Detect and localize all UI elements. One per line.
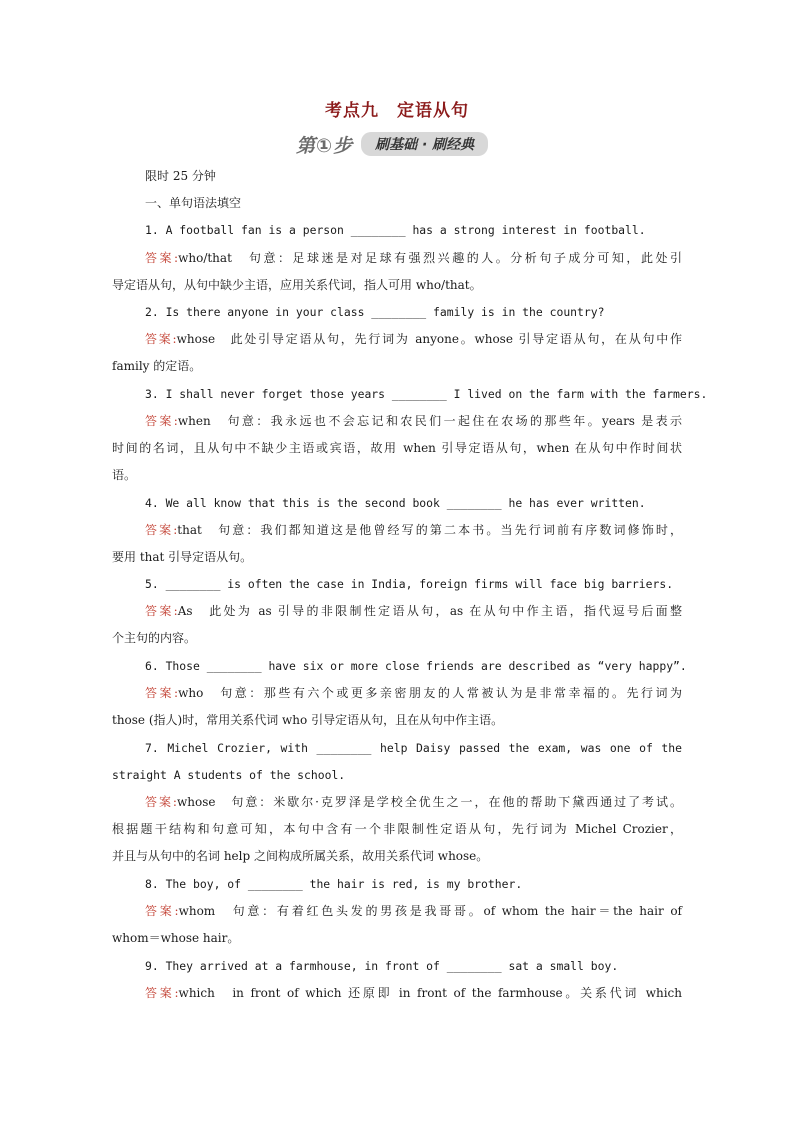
- line-text: when 句意：我永远也不会忘记和农民们一起住在农场的那些年。years 是表示: [177, 414, 683, 428]
- text-line: [112, 930, 682, 946]
- line-text: 3. I shall never forget those years ________ I lived on the farm with the farmers.: [145, 387, 708, 401]
- answer-label: 答案:: [145, 251, 179, 265]
- text-line: [145, 685, 682, 701]
- text-line: [145, 603, 682, 619]
- line-text: whose 此处引导定语从句，先行词为 anyone。whose 引导定语从句，在从句中作: [176, 332, 682, 346]
- text-line: [145, 576, 715, 592]
- line-text: whose 句意：米歇尔·克罗泽是学校全优生之一，在他的帮助下黛西通过了考试。: [176, 795, 682, 809]
- text-line: [112, 467, 682, 483]
- line-text: 7. Michel Crozier, with ________ help Daisy passed the exam, was one of the: [145, 741, 682, 755]
- answer-label: 答案:: [145, 686, 179, 700]
- line-text: As 此处为 as 引导的非限制性定语从句，as 在从句中作主语，指代逗号后面整: [177, 604, 682, 618]
- answer-label: 答案:: [145, 795, 177, 809]
- line-text: whom 句意：有着红色头发的男孩是我哥哥。of whom the hair＝the hair of: [178, 904, 682, 918]
- line-text: that 句意：我们都知道这是他曾经写的第二本书。当先行词前有序数词修饰时，: [177, 523, 683, 537]
- answer-label: 答案:: [145, 604, 178, 618]
- time-limit: 限时 25 分钟: [145, 169, 216, 183]
- text-line: [145, 222, 715, 238]
- step-label: 第①步: [296, 134, 354, 157]
- line-text: 8. The boy, of ________ the hair is red, is my brother.: [145, 877, 523, 891]
- line-text: 9. They arrived at a farmhouse, in front of ________ sat a small boy.: [145, 959, 619, 973]
- text-line: [145, 794, 682, 810]
- text-line: [145, 522, 682, 538]
- text-line: [112, 821, 682, 837]
- text-line: [112, 767, 682, 783]
- answer-label: 答案:: [145, 986, 179, 1000]
- line-text: 时间的名词，且从句中不缺少主语或宾语，故用 when 引导定语从句，when 在从句中作时间状: [112, 441, 682, 455]
- text-line: [112, 277, 682, 293]
- line-text: who 句意：那些有六个或更多亲密朋友的人常被认为是非常幸福的。先行词为: [178, 686, 682, 700]
- step-banner: [296, 130, 488, 158]
- text-line: [145, 250, 682, 266]
- line-text: 个主句的内容。: [112, 631, 197, 645]
- text-line: [145, 658, 715, 674]
- text-line: [145, 495, 715, 511]
- page-title: 考点九 定语从句: [325, 101, 469, 121]
- section-heading: 一、单句语法填空: [145, 196, 242, 210]
- line-text: family 的定语。: [112, 359, 202, 373]
- line-text: 4. We all know that this is the second book ________ he has ever written.: [145, 496, 646, 510]
- line-text: 根据题干结构和句意可知，本句中含有一个非限制性定语从句，先行词为 Michel Crozier，: [112, 822, 682, 836]
- line-text: those (指人)时，常用关系代词 who 引导定语从句，且在从句中作主语。: [112, 713, 504, 727]
- step-tag: 刷基础 · 刷经典: [361, 132, 488, 156]
- text-line: [145, 386, 715, 402]
- line-text: 1. A football fan is a person ________ has a strong interest in football.: [145, 223, 646, 237]
- text-line: [112, 848, 682, 864]
- text-line: [145, 331, 682, 347]
- text-line: [145, 985, 682, 1001]
- answer-label: 答案:: [145, 414, 178, 428]
- line-text: who/that 句意：足球迷是对足球有强烈兴趣的人。分析句子成分可知，此处引: [178, 251, 682, 265]
- line-text: 并且与从句中的名词 help 之间构成所属关系，故用关系代词 whose。: [112, 849, 489, 863]
- text-line: [112, 358, 682, 374]
- text-line: [112, 440, 682, 456]
- line-text: 6. Those ________ have six or more close friends are described as “very happy”.: [145, 659, 687, 673]
- text-line: [145, 304, 715, 320]
- line-text: 导定语从句，从句中缺少主语，应用关系代词，指人可用 who/that。: [112, 278, 482, 292]
- line-text: 2. Is there anyone in your class ________ family is in the country?: [145, 305, 605, 319]
- answer-label: 答案:: [145, 904, 179, 918]
- line-text: 语。: [112, 468, 137, 482]
- text-line: [145, 740, 682, 756]
- line-text: 要用 that 引导定语从句。: [112, 550, 253, 564]
- line-text: whom＝whose hair。: [112, 931, 240, 945]
- line-text: which in front of which 还原即 in front of the farmhouse。关系代词 which: [178, 986, 682, 1000]
- text-line: [145, 903, 682, 919]
- text-line: [145, 958, 715, 974]
- text-line: [112, 712, 682, 728]
- line-text: 5. ________ is often the case in India, foreign firms will face big barriers.: [145, 577, 674, 591]
- line-text: straight A students of the school.: [112, 768, 346, 782]
- answer-label: 答案:: [145, 523, 178, 537]
- text-line: [145, 413, 682, 429]
- answer-label: 答案:: [145, 332, 177, 346]
- text-line: [112, 549, 682, 565]
- text-line: [145, 876, 715, 892]
- text-line: [112, 630, 682, 646]
